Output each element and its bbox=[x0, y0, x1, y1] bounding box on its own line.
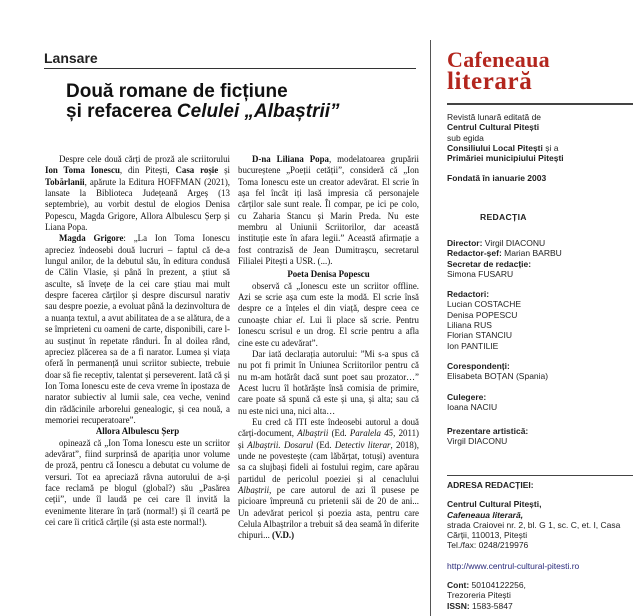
masthead-rule bbox=[447, 103, 633, 105]
masthead-line-1: Cafeneaua bbox=[447, 47, 550, 72]
correspondents-label: Corespondenți: bbox=[447, 360, 510, 371]
intro-under: sub egida bbox=[447, 132, 484, 143]
editor-1: Lucian COSTACHE bbox=[447, 299, 522, 310]
account-line: Cont: 50104122256, bbox=[447, 580, 526, 591]
paragraph: D-na Liliana Popa, modelatoarea grupării bucureștene „Poeții cetății”, consideră că „Ion Toma Ionescu este un creator adevărat. El scrie în așa fel încât iți lasă impresia că personajele cărților sale sunt reale. Îl compar, pe ici pe colo, cu Zaharia Stancu și Marin Preda. Nu este membru al Uniunii Scriitorilor, dar această instituție este în afara legii.” Această afirmație a fost contrazisă de Jean Dumitrașcu, secretarul Filialei Pitești a USR. (...). bbox=[238, 154, 419, 267]
article-column-2 bbox=[238, 154, 419, 542]
masthead-line-2: literară bbox=[447, 68, 533, 95]
paragraph-subheading: Allora Albulescu Șerp bbox=[95, 426, 180, 437]
article-column-1 bbox=[45, 154, 230, 528]
headline-line-2-start: și refacerea bbox=[66, 101, 177, 122]
director-line: Director: Virgil DIACONU bbox=[447, 238, 546, 248]
secretary: Simona FUSARU bbox=[447, 268, 514, 279]
editor-3: Liliana RUS bbox=[447, 320, 492, 331]
paragraph: Magda Grigore: „La Ion Toma Ionescu apreciez îndeosebi două lucruri – faptul că de-a lungul anilor, de la debutul său, în editura condusă de Călin Vlasie, și până în prezent, a știut să asculte, să învețe de la cei care știau mai mult despre facerea cărților și despre discursul narativ sau despre poezie, a evoluat până la dezinvoltura de a nuanța textul, a avut abilitatea de a se alătura, de a se împrieteni cu oameni de carte, disponibili, care l-au susținut în repetate rânduri. În al doilea rând, apreciez plăcerea sa de a fi narator. Lumea și viața oferă în permanență unui scriitor subiecte, trebuie doar să fie receptiv, talentat și perseverent. Iată că și Ion Toma Ionescu este de ceva vreme în ipostaza de narator subiectiv al lumii sale, cea veche, venind din rădăcinile arborelui genealogic, și cea nouă, a memoriei recuperatoare”. bbox=[45, 233, 230, 425]
address-title: ADRESA REDACȚIEI: bbox=[447, 480, 534, 490]
art-label: Prezentare artistică: bbox=[447, 426, 529, 437]
founded: Fondată în ianuarie 2003 bbox=[447, 173, 547, 184]
paragraph: Despre cele două cărți de proză ale scriitorului Ion Toma Ionescu, din Pitești, Casa roșie și Tobărlanii, apărute la Editura HOFFMAN (2021), lansate la Biblioteca Județeană Argeș (13 septembrie), au vorbit destul de elogios Denisa Popescu, Magda Grigore, Allora Albulescu Șerp și Liana Popa. bbox=[45, 154, 230, 233]
editorial-staff bbox=[447, 238, 637, 447]
editor-2: Denisa POPESCU bbox=[447, 309, 518, 320]
paragraph: observă că „Ionescu este un scriitor offline. Azi se scrie așa cum este la modă. El scrie însă despre ce a înțeles el din viață, despre ceea ce cunoaște chiar el. Lui îi place să scrie. Pentru Ionescu scrisul e un drog. El scrie pentru a afla cine este cu adevărat”. bbox=[238, 280, 419, 348]
column-divider bbox=[430, 40, 431, 616]
masthead-logo bbox=[447, 49, 637, 93]
publication-info bbox=[447, 112, 637, 184]
headline-line-1: Două romane de ficțiune bbox=[66, 81, 288, 102]
patron-line: Consiliului Local Pitești și a bbox=[447, 142, 559, 153]
address-rule bbox=[447, 475, 633, 476]
publisher: Centrul Cultural Pitești bbox=[447, 122, 540, 133]
website-link[interactable]: http://www.centrul-cultural-pitesti.ro bbox=[447, 560, 580, 571]
phone: Tel./fax: 0248/219976 bbox=[447, 540, 529, 551]
paragraph: opinează că „Ion Toma Ionescu este un scriitor adevărat”, fiind surprinsă de apariția unor volume de proză, pentru că Ionescu a debutat cu volume de versuri. Tot ea apreciază râvna autorului de a-și face reclamă pe blogul (global?) său „Pasărea ceții”, unde îl laudă pe cei care îl invită la evenimente literare în țară (normal!) și îl ceartă pe cei care îi critică cărțile (și asta este normal!). bbox=[45, 437, 230, 527]
paragraph: Eu cred că ITI este îndeosebi autorul a două cărți-document, Albaștrii (Ed. Paralela 45, 2011) și Albaștrii. Dosarul (Ed. Detectiv literar, 2018), unde ne povestește (cam lăbărțat, totuși) aventura sa ca slujbași fideli ai fostului regim, care apărau partidul de pericolul poeziei și al cenaclului Albaștrii, pe care autorul de azi îl pusese pe picioare împreună cu prietenii săi de 20 de ani... Un adevărat pericol și poezia asta, pentru care Celula Albaștrilor a trebuit să dea seamă în diferite chipuri... (V.D.) bbox=[238, 416, 419, 541]
intro-line: Revistă lunară editată de bbox=[447, 112, 542, 122]
issn-line: ISSN: 1583-5847 bbox=[447, 600, 513, 611]
patron-line-2: Primăriei municipiului Pitești bbox=[447, 153, 564, 164]
editorial-title: REDACȚIA bbox=[480, 212, 527, 222]
headline-line-2-italic: Celulei „Albaștrii” bbox=[176, 101, 340, 122]
secretary-label: Secretar de redacție: bbox=[447, 258, 532, 269]
section-label: Lansare bbox=[44, 50, 98, 66]
address-block bbox=[447, 480, 637, 611]
correspondent: Elisabeta BOȚAN (Spania) bbox=[447, 371, 549, 382]
headline-line-2 bbox=[66, 102, 406, 122]
paragraph: Dar iată declarația autorului: ”Mi s-a spus că nu pot fi primit în Uniunea Scriitorilor pentru că nu m-am hotărât dacă sunt poet sau prozator…” Acest lucru îl hotărăște însă comisia de primire, care poate să spună că este și una, și alta; sau că nu este nici una, nici alta… bbox=[238, 348, 419, 416]
editors-label: Redactori: bbox=[447, 289, 490, 300]
section-rule bbox=[44, 68, 416, 69]
paragraph-subheading: Poeta Denisa Popescu bbox=[287, 269, 370, 280]
typesetting-label: Culegere: bbox=[447, 391, 487, 402]
chief-line: Redactor-șef: Marian BARBU bbox=[447, 248, 562, 259]
address-org: Centrul Cultural Pitești, bbox=[447, 499, 542, 510]
treasury: Trezoreria Pitești bbox=[447, 590, 511, 601]
editor-4: Florian STANCIU bbox=[447, 330, 513, 341]
editor-5: Ion PANTILIE bbox=[447, 340, 499, 351]
address-mag: Cafeneaua literară, bbox=[447, 509, 524, 520]
address-street: strada Craiovei nr. 2, bl. G 1, sc. C, et. I, Casa Cărții, 110013, Pitești bbox=[447, 519, 621, 541]
typesetting: Ioana NACIU bbox=[447, 401, 498, 412]
article-headline bbox=[66, 82, 406, 122]
art: Virgil DIACONU bbox=[447, 436, 508, 447]
